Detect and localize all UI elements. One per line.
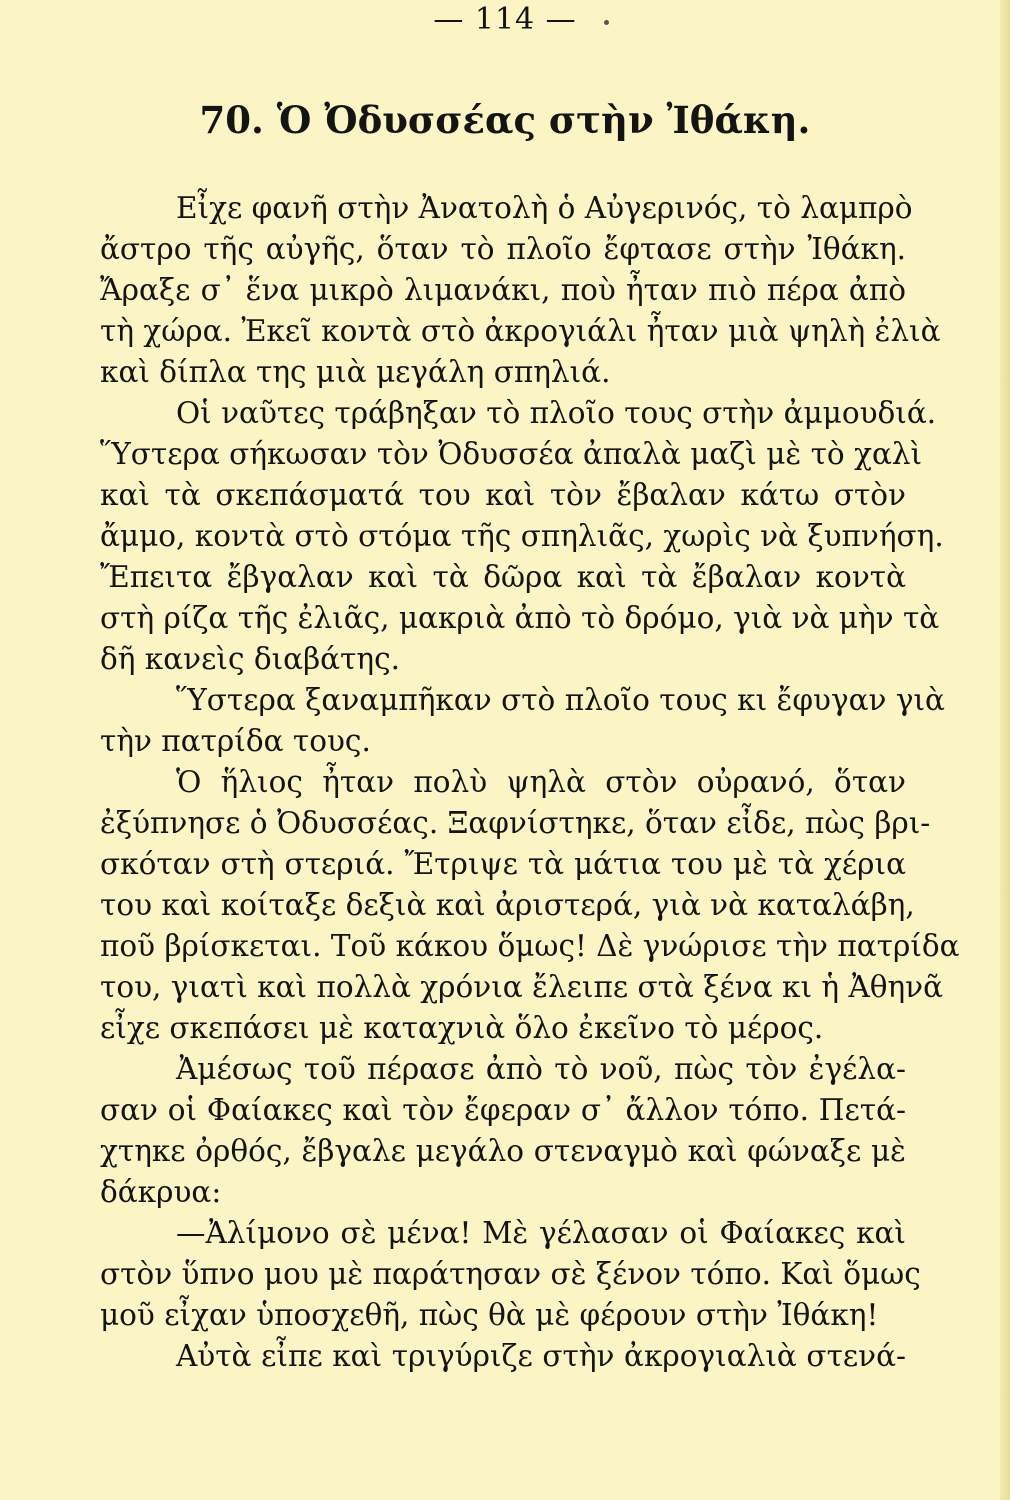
text-line: του, γιατὶ καὶ πολλὰ χρόνια ἔλειπε στὰ ξένα κι ἡ Ἀθηνᾶ xyxy=(100,970,944,1004)
text-line: καὶ δίπλα της μιὰ μεγάλη σπηλιά. xyxy=(100,355,611,389)
text-line: Αὐτὰ εἶπε καὶ τριγύριζε στὴν ἀκρογιαλιὰ στενά- xyxy=(176,1339,906,1373)
text-line: σκόταν στὴ στεριά. Ἔτριψε τὰ μάτια του μὲ τὰ χέρια xyxy=(100,847,906,881)
text-line: του καὶ κοίταξε δεξιὰ καὶ ἀριστερά, γιὰ νὰ καταλάβη, xyxy=(100,888,915,922)
text-line: ἄστρο τῆς αὐγῆς, ὅταν τὸ πλοῖο ἔφτασε στὴν Ἰθάκη. xyxy=(100,232,906,266)
text-line: —Ἀλίμονο σὲ μένα! Μὲ γέλασαν οἱ Φαίακες καὶ xyxy=(176,1216,906,1250)
text-line: μοῦ εἶχαν ὑποσχεθῆ, πὼς θὰ μὲ φέρουν στὴν Ἰθάκη! xyxy=(100,1298,879,1332)
text-line: Ἀμέσως τοῦ πέρασε ἀπὸ τὸ νοῦ, πὼς τὸν ἐγέλα- xyxy=(176,1052,906,1086)
text-line: σαν οἱ Φαίακες καὶ τὸν ἔφεραν σ᾽ ἄλλον τόπο. Πετά- xyxy=(100,1093,906,1127)
text-line: δάκρυα: xyxy=(100,1175,222,1209)
page-number: — 114 — xyxy=(433,2,577,37)
chapter-heading: 70. Ὁ Ὀδυσσέας στὴν Ἰθάκη. xyxy=(199,98,811,142)
text-line: εἶχε σκεπάσει μὲ καταχνιὰ ὅλο ἐκεῖνο τὸ μέρος. xyxy=(100,1011,824,1045)
text-line: ἄμμο, κοντὰ στὸ στόμα τῆς σπηλιᾶς, χωρὶς νὰ ξυπνήση. xyxy=(100,519,944,553)
text-line: χτηκε ὀρθός, ἔβγαλε μεγάλο στεναγμὸ καὶ φώναξε μὲ xyxy=(100,1134,906,1168)
text-line: Ἄραξε σ᾽ ἕνα μικρὸ λιμανάκι, ποὺ ἦταν πιὸ πέρα ἀπὸ xyxy=(100,273,906,307)
text-line: Ὕστερα σήκωσαν τὸν Ὀδυσσέα ἀπαλὰ μαζὶ μὲ τὸ χαλὶ xyxy=(100,437,923,471)
body-text xyxy=(100,188,960,1377)
text-line: καὶ τὰ σκεπάσματά του καὶ τὸν ἔβαλαν κάτω στὸν xyxy=(100,478,906,512)
text-line: στὸν ὕπνο μου μὲ παράτησαν σὲ ξένον τόπο. Καὶ ὅμως xyxy=(100,1257,921,1291)
text-line: τὴ χώρα. Ἐκεῖ κοντὰ στὸ ἀκρογιάλι ἦταν μιὰ ψηλὴ ἐλιὰ xyxy=(100,314,941,348)
text-line: ποῦ βρίσκεται. Τοῦ κάκου ὅμως! Δὲ γνώρισε τὴν πατρίδα xyxy=(100,929,960,963)
text-line: δῆ κανεὶς διαβάτης. xyxy=(100,642,400,676)
text-line: ἐξύπνησε ὁ Ὀδυσσέας. Ξαφνίστηκε, ὅταν εἶδε, πὼς βρι- xyxy=(100,806,931,840)
text-line: Ἔπειτα ἔβγαλαν καὶ τὰ δῶρα καὶ τὰ ἔβαλαν κοντὰ xyxy=(100,560,906,594)
text-line: τὴν πατρίδα τους. xyxy=(100,724,371,758)
text-line: Εἶχε φανῆ στὴν Ἀνατολὴ ὁ Αὐγερινός, τὸ λαμπρὸ xyxy=(176,191,913,225)
text-line: Ὁ ἥλιος ἦταν πολὺ ψηλὰ στὸν οὐρανό, ὅταν xyxy=(176,765,906,799)
page-edge xyxy=(1000,0,1010,1500)
text-line: Οἱ ναῦτες τράβηξαν τὸ πλοῖο τους στὴν ἀμμουδιά. xyxy=(176,396,937,430)
text-line: στὴ ρίζα τῆς ἐλιᾶς, μακριὰ ἀπὸ τὸ δρόμο, γιὰ νὰ μὴν τὰ xyxy=(100,601,940,635)
text-line: Ὕστερα ξαναμπῆκαν στὸ πλοῖο τους κι ἔφυγαν γιὰ xyxy=(176,683,945,717)
